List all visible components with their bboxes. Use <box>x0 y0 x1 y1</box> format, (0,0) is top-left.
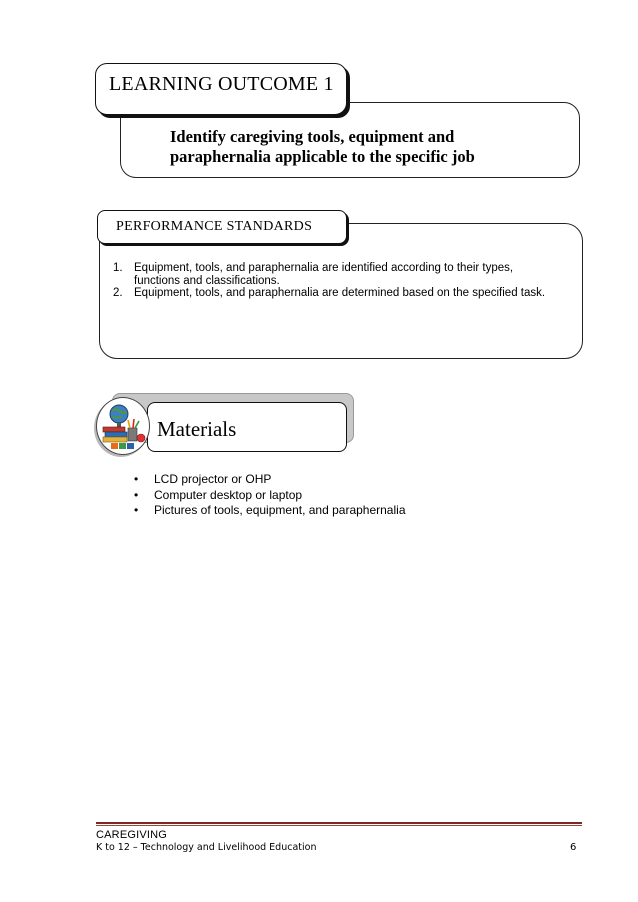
materials-clipart-svg <box>97 398 149 454</box>
list-item-text-line: Equipment, tools, and paraphernalia are determined based on the specified task. <box>134 287 546 299</box>
objective-line-1: Identify caregiving tools, equipment and <box>170 127 455 146</box>
objective-line-2: paraphernalia applicable to the specific job <box>170 147 475 166</box>
materials-list <box>134 472 406 519</box>
bullet-icon: • <box>134 487 139 502</box>
list-item-text: Pictures of tools, equipment, and paraphernalia <box>154 503 406 517</box>
list-item-number: 1. <box>113 262 123 274</box>
learning-outcome-objective <box>170 127 550 167</box>
footer-course: K to 12 – Technology and Livelihood Education <box>96 842 317 853</box>
bullet-icon: • <box>134 472 139 486</box>
footer-subject: CAREGIVING <box>96 829 168 841</box>
performance-standards-list <box>113 262 568 300</box>
list-item-text: Computer desktop or laptop <box>154 487 303 502</box>
materials-title: Materials <box>157 417 237 441</box>
list-item-text-line: Equipment, tools, and paraphernalia are identified according to their types, <box>134 262 514 274</box>
materials-header <box>147 402 347 452</box>
learning-outcome-tab <box>95 63 347 115</box>
list-item <box>134 472 406 488</box>
footer-divider-thin <box>96 825 582 826</box>
performance-standards-title: PERFORMANCE STANDARDS <box>116 219 313 234</box>
page-number: 6 <box>570 842 577 853</box>
list-item-number: 2. <box>113 287 123 299</box>
list-item <box>113 262 568 287</box>
list-item <box>134 488 406 504</box>
materials-clipart-icon <box>96 397 150 455</box>
list-item <box>113 287 568 300</box>
list-item-text-line: functions and classifications. <box>134 274 280 287</box>
footer-divider <box>96 822 582 824</box>
learning-outcome-title: LEARNING OUTCOME 1 <box>109 73 334 95</box>
list-item-text: LCD projector or OHP <box>154 472 272 486</box>
list-item <box>134 503 406 519</box>
performance-standards-tab <box>97 210 347 244</box>
bullet-icon: • <box>134 503 139 517</box>
